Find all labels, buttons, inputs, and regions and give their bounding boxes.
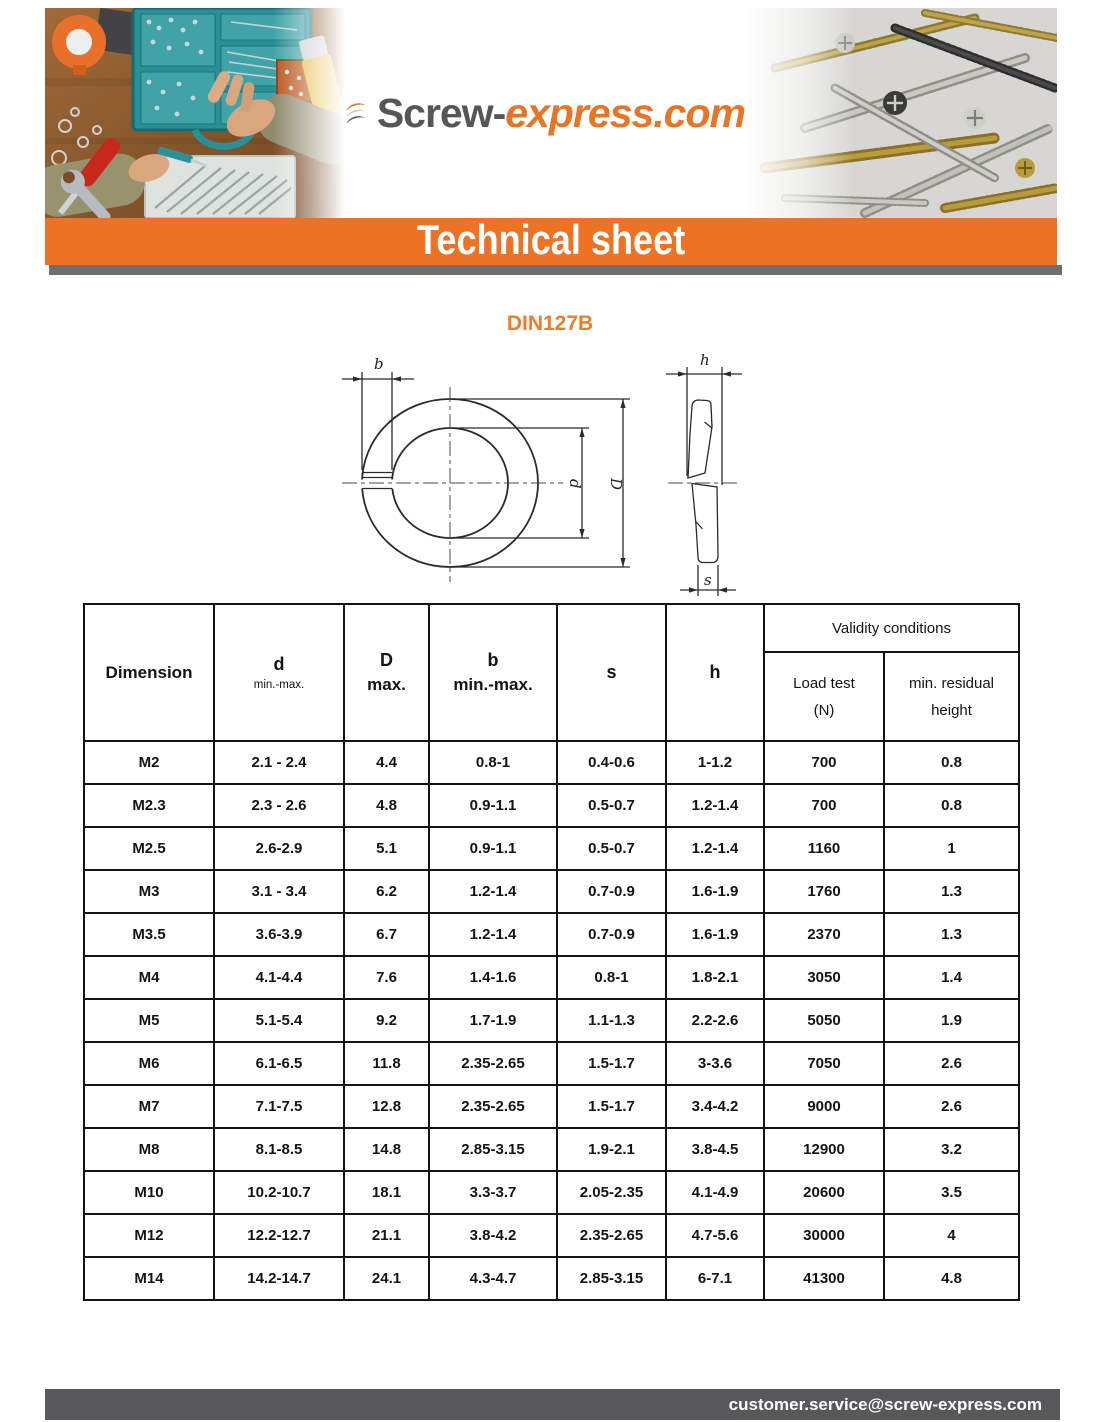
- table-cell: 1.9: [884, 999, 1019, 1042]
- table-cell: 1.8-2.1: [666, 956, 764, 999]
- table-cell: 12.8: [344, 1085, 429, 1128]
- logo-text-primary: Screw-: [376, 89, 506, 136]
- table-cell: 6.7: [344, 913, 429, 956]
- table-row: [84, 1257, 1019, 1300]
- table-cell: 2.85-3.15: [429, 1128, 557, 1171]
- col-header-d-sub: min.-max.: [253, 679, 305, 692]
- table-cell: M2.5: [84, 827, 214, 870]
- table-cell: M6: [84, 1042, 214, 1085]
- table-cell: 0.9-1.1: [429, 784, 557, 827]
- table-cell: 3.3-3.7: [429, 1171, 557, 1214]
- table-cell: 1.2-1.4: [666, 827, 764, 870]
- table-cell: 3.1 - 3.4: [214, 870, 344, 913]
- table-cell: 5050: [764, 999, 884, 1042]
- table-cell: 0.8: [884, 741, 1019, 784]
- table-cell: 1.2-1.4: [429, 913, 557, 956]
- table-cell: 1.1-1.3: [557, 999, 666, 1042]
- table-cell: 2370: [764, 913, 884, 956]
- logo: [345, 8, 745, 218]
- table-cell: 6-7.1: [666, 1257, 764, 1300]
- table-cell: 3.5: [884, 1171, 1019, 1214]
- screws-photo: [745, 8, 1057, 218]
- table-cell: 4.3-4.7: [429, 1257, 557, 1300]
- table-row: [84, 1214, 1019, 1257]
- col-header-h: [666, 604, 764, 741]
- table-cell: 2.85-3.15: [557, 1257, 666, 1300]
- table-cell: 0.9-1.1: [429, 827, 557, 870]
- table-cell: 6.1-6.5: [214, 1042, 344, 1085]
- table-cell: 0.8-1: [557, 956, 666, 999]
- table-cell: 700: [764, 741, 884, 784]
- dim-label-d: d: [566, 479, 584, 489]
- table-cell: M14: [84, 1257, 214, 1300]
- table-cell: 2.6: [884, 1085, 1019, 1128]
- table-cell: 1.7-1.9: [429, 999, 557, 1042]
- logo-icon: [345, 82, 367, 144]
- table-cell: M10: [84, 1171, 214, 1214]
- table-cell: 30000: [764, 1214, 884, 1257]
- spec-table-body: [84, 741, 1019, 1300]
- table-row: [84, 1128, 1019, 1171]
- table-cell: 1.4-1.6: [429, 956, 557, 999]
- table-row: [84, 784, 1019, 827]
- table-cell: 1.3: [884, 913, 1019, 956]
- table-row: [84, 956, 1019, 999]
- residual-line1: min. residual: [908, 674, 995, 692]
- table-row: [84, 999, 1019, 1042]
- table-cell: 3050: [764, 956, 884, 999]
- table-cell: 3.2: [884, 1128, 1019, 1171]
- table-cell: 9.2: [344, 999, 429, 1042]
- table-cell: 0.4-0.6: [557, 741, 666, 784]
- table-cell: 1-1.2: [666, 741, 764, 784]
- screws-photo-art: [745, 8, 1057, 218]
- table-cell: M8: [84, 1128, 214, 1171]
- table-cell: 12.2-12.7: [214, 1214, 344, 1257]
- table-cell: 5.1-5.4: [214, 999, 344, 1042]
- table-cell: 1.4: [884, 956, 1019, 999]
- table-row: [84, 870, 1019, 913]
- table-cell: 3.8-4.5: [666, 1128, 764, 1171]
- table-cell: 21.1: [344, 1214, 429, 1257]
- table-cell: 4.8: [884, 1257, 1019, 1300]
- table-cell: 700: [764, 784, 884, 827]
- dim-label-b: b: [374, 355, 384, 373]
- col-header-min-residual-height: [884, 652, 1019, 741]
- load-test-line2: (N): [813, 701, 835, 719]
- table-row: [84, 827, 1019, 870]
- table-row: [84, 741, 1019, 784]
- dim-label-h: h: [700, 352, 710, 369]
- table-cell: 2.35-2.65: [429, 1085, 557, 1128]
- col-header-validity-conditions: Validity conditions: [764, 604, 1019, 652]
- col-header-D: [344, 604, 429, 741]
- table-cell: M5: [84, 999, 214, 1042]
- spec-table: [83, 603, 1020, 1301]
- table-cell: 1: [884, 827, 1019, 870]
- table-cell: 2.05-2.35: [557, 1171, 666, 1214]
- table-cell: 4.8: [344, 784, 429, 827]
- table-cell: 2.1 - 2.4: [214, 741, 344, 784]
- logo-text-secondary: express.com: [505, 89, 745, 136]
- banner-title: Technical sheet: [416, 217, 686, 265]
- col-header-s-label: s: [606, 661, 617, 682]
- table-cell: 14.2-14.7: [214, 1257, 344, 1300]
- table-cell: 3-3.6: [666, 1042, 764, 1085]
- table-cell: 0.7-0.9: [557, 870, 666, 913]
- table-cell: 2.35-2.65: [557, 1214, 666, 1257]
- table-cell: 4.1-4.4: [214, 956, 344, 999]
- col-header-load-test: [764, 652, 884, 741]
- table-cell: 7.6: [344, 956, 429, 999]
- table-cell: 1.9-2.1: [557, 1128, 666, 1171]
- residual-line2: height: [931, 701, 972, 719]
- banner-shadow-strip: [49, 265, 1062, 275]
- table-cell: 8.1-8.5: [214, 1128, 344, 1171]
- table-cell: 1160: [764, 827, 884, 870]
- table-cell: M4: [84, 956, 214, 999]
- washer-technical-drawing: [330, 352, 770, 602]
- table-cell: 0.8-1: [429, 741, 557, 784]
- table-cell: 4.1-4.9: [666, 1171, 764, 1214]
- table-cell: 7050: [764, 1042, 884, 1085]
- footer-bar: [45, 1389, 1060, 1420]
- table-cell: 14.8: [344, 1128, 429, 1171]
- col-header-d: [214, 604, 344, 741]
- table-cell: 6.2: [344, 870, 429, 913]
- table-cell: 2.35-2.65: [429, 1042, 557, 1085]
- logo-text: [377, 90, 745, 137]
- col-header-b-label: b: [487, 649, 499, 670]
- table-cell: M12: [84, 1214, 214, 1257]
- table-cell: 0.8: [884, 784, 1019, 827]
- table-cell: 1760: [764, 870, 884, 913]
- table-cell: 9000: [764, 1085, 884, 1128]
- col-header-h-label: h: [709, 661, 721, 682]
- table-cell: 18.1: [344, 1171, 429, 1214]
- col-header-dimension: Dimension: [84, 604, 214, 741]
- table-cell: 1.3: [884, 870, 1019, 913]
- table-cell: 10.2-10.7: [214, 1171, 344, 1214]
- col-header-b: [429, 604, 557, 741]
- table-cell: 0.7-0.9: [557, 913, 666, 956]
- table-cell: 2.3 - 2.6: [214, 784, 344, 827]
- table-cell: M3: [84, 870, 214, 913]
- col-header-D-sub: max.: [367, 675, 406, 695]
- load-test-line1: Load test: [793, 674, 855, 692]
- workbench-photo: [45, 8, 345, 218]
- table-row: [84, 913, 1019, 956]
- table-cell: 2.2-2.6: [666, 999, 764, 1042]
- banner: [45, 218, 1057, 265]
- din-standard-title: DIN127B: [506, 312, 594, 335]
- col-header-b-sub: min.-max.: [453, 675, 533, 695]
- table-cell: 1.5-1.7: [557, 1042, 666, 1085]
- table-cell: 11.8: [344, 1042, 429, 1085]
- table-cell: 2.6-2.9: [214, 827, 344, 870]
- table-cell: 0.5-0.7: [557, 827, 666, 870]
- col-header-d-label: d: [273, 653, 285, 674]
- table-cell: 12900: [764, 1128, 884, 1171]
- table-cell: 1.6-1.9: [666, 913, 764, 956]
- table-cell: 1.6-1.9: [666, 870, 764, 913]
- table-cell: 1.2-1.4: [429, 870, 557, 913]
- table-cell: 20600: [764, 1171, 884, 1214]
- washer-drawing-svg: [330, 352, 770, 602]
- dim-label-D: D: [607, 478, 625, 491]
- workbench-photo-art: [45, 8, 345, 218]
- table-cell: 3.8-4.2: [429, 1214, 557, 1257]
- table-cell: M7: [84, 1085, 214, 1128]
- col-header-D-label: D: [380, 649, 393, 670]
- table-cell: M3.5: [84, 913, 214, 956]
- table-cell: 41300: [764, 1257, 884, 1300]
- table-row: [84, 1085, 1019, 1128]
- dim-label-s: s: [704, 571, 712, 589]
- table-cell: 4: [884, 1214, 1019, 1257]
- table-cell: 7.1-7.5: [214, 1085, 344, 1128]
- table-cell: 2.6: [884, 1042, 1019, 1085]
- table-cell: 4.7-5.6: [666, 1214, 764, 1257]
- table-cell: 1.5-1.7: [557, 1085, 666, 1128]
- table-cell: 4.4: [344, 741, 429, 784]
- table-cell: 1.2-1.4: [666, 784, 764, 827]
- table-cell: 0.5-0.7: [557, 784, 666, 827]
- table-cell: 24.1: [344, 1257, 429, 1300]
- table-cell: M2.3: [84, 784, 214, 827]
- col-header-s: [557, 604, 666, 741]
- footer-email: customer.service@screw-express.com: [728, 1394, 1042, 1414]
- table-row: [84, 1042, 1019, 1085]
- table-cell: 5.1: [344, 827, 429, 870]
- table-cell: 3.6-3.9: [214, 913, 344, 956]
- table-cell: M2: [84, 741, 214, 784]
- table-row: [84, 1171, 1019, 1214]
- table-cell: 3.4-4.2: [666, 1085, 764, 1128]
